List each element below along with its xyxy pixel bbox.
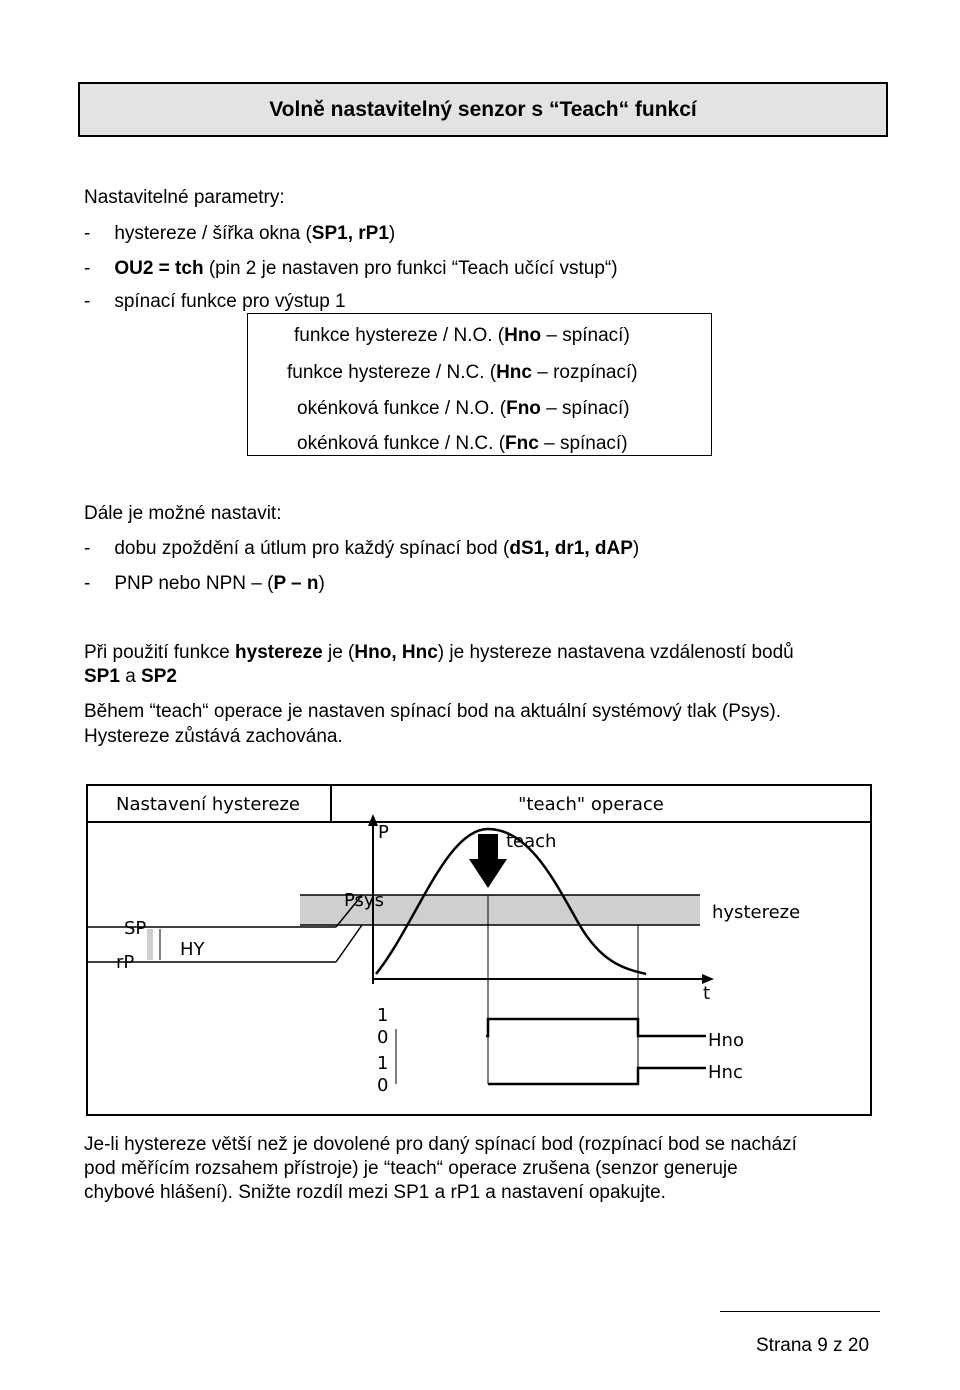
further-item-1: - dobu zpoždění a útlum pro každý spínací bod (dS1, dr1, dAP) — [84, 538, 640, 559]
hy-label: HY — [180, 939, 205, 960]
teach-label: teach — [506, 831, 557, 852]
rp-label: rP — [116, 952, 135, 973]
hno-zero: 0 — [377, 1027, 389, 1048]
p-axis-label: P — [378, 822, 389, 843]
hyst-para-line2: SP1 a SP2 — [84, 666, 177, 687]
hy-band — [147, 929, 153, 960]
hnc-label: Hnc — [708, 1062, 743, 1083]
note-line2: pod měřícím rozsahem přístroje) je “teach“ operace zrušena (senzor generuje — [84, 1158, 738, 1179]
footer-rule — [720, 1311, 880, 1312]
teach-arrow-stem — [478, 834, 498, 859]
params-item-1: - hystereze / šířka okna (SP1, rP1) — [84, 223, 396, 244]
params-item-2: - OU2 = tch (pin 2 je nastaven pro funkci “Teach učící vstup“) — [84, 258, 618, 279]
function-fnc: okénková funkce / N.C. (Fnc – spínací) — [297, 433, 628, 454]
page-title: Volně nastavitelný senzor s “Teach“ funkcí — [269, 97, 697, 121]
psys-label: Psys — [344, 890, 384, 911]
note-line3: chybové hlášení). Snižte rozdíl mezi SP1 a rP1 a nastavení opakujte. — [84, 1182, 666, 1203]
hno-one: 1 — [377, 1005, 389, 1026]
page-number: Strana 9 z 20 — [756, 1335, 870, 1356]
further-item-2: - PNP nebo NPN – (P – n) — [84, 573, 325, 594]
hno-label: Hno — [708, 1030, 744, 1051]
hyst-para-line1: Při použití funkce hystereze je (Hno, Hnc) je hystereze nastavena vzdáleností bodů — [84, 642, 794, 663]
function-fno: okénková funkce / N.O. (Fno – spínací) — [297, 398, 630, 419]
hyst-para-line4: Hystereze zůstává zachována. — [84, 726, 343, 747]
t-axis-label: t — [703, 983, 711, 1004]
teach-diagram — [86, 784, 872, 1116]
hyst-para-line3: Během “teach“ operace je nastaven spínací bod na aktuální systémový tlak (Psys). — [84, 701, 782, 722]
further-heading: Dále je možné nastavit: — [84, 503, 282, 524]
function-hno: funkce hystereze / N.O. (Hno – spínací) — [294, 325, 630, 346]
header-left: Nastavení hystereze — [116, 794, 300, 815]
header-right: "teach" operace — [518, 794, 664, 815]
sp-label: SP — [124, 918, 147, 939]
note-line1: Je-li hystereze větší než je dovolené pro daný spínací bod (rozpínací bod se nachází — [84, 1134, 797, 1155]
hysteresis-label: hystereze — [712, 902, 801, 923]
function-hnc: funkce hystereze / N.C. (Hnc – rozpínací) — [287, 362, 638, 383]
hnc-one: 1 — [377, 1053, 389, 1074]
hnc-zero: 0 — [377, 1075, 389, 1096]
page-title-box — [78, 82, 888, 137]
params-heading: Nastavitelné parametry: — [84, 187, 285, 208]
params-item-3: - spínací funkce pro výstup 1 — [84, 291, 346, 312]
